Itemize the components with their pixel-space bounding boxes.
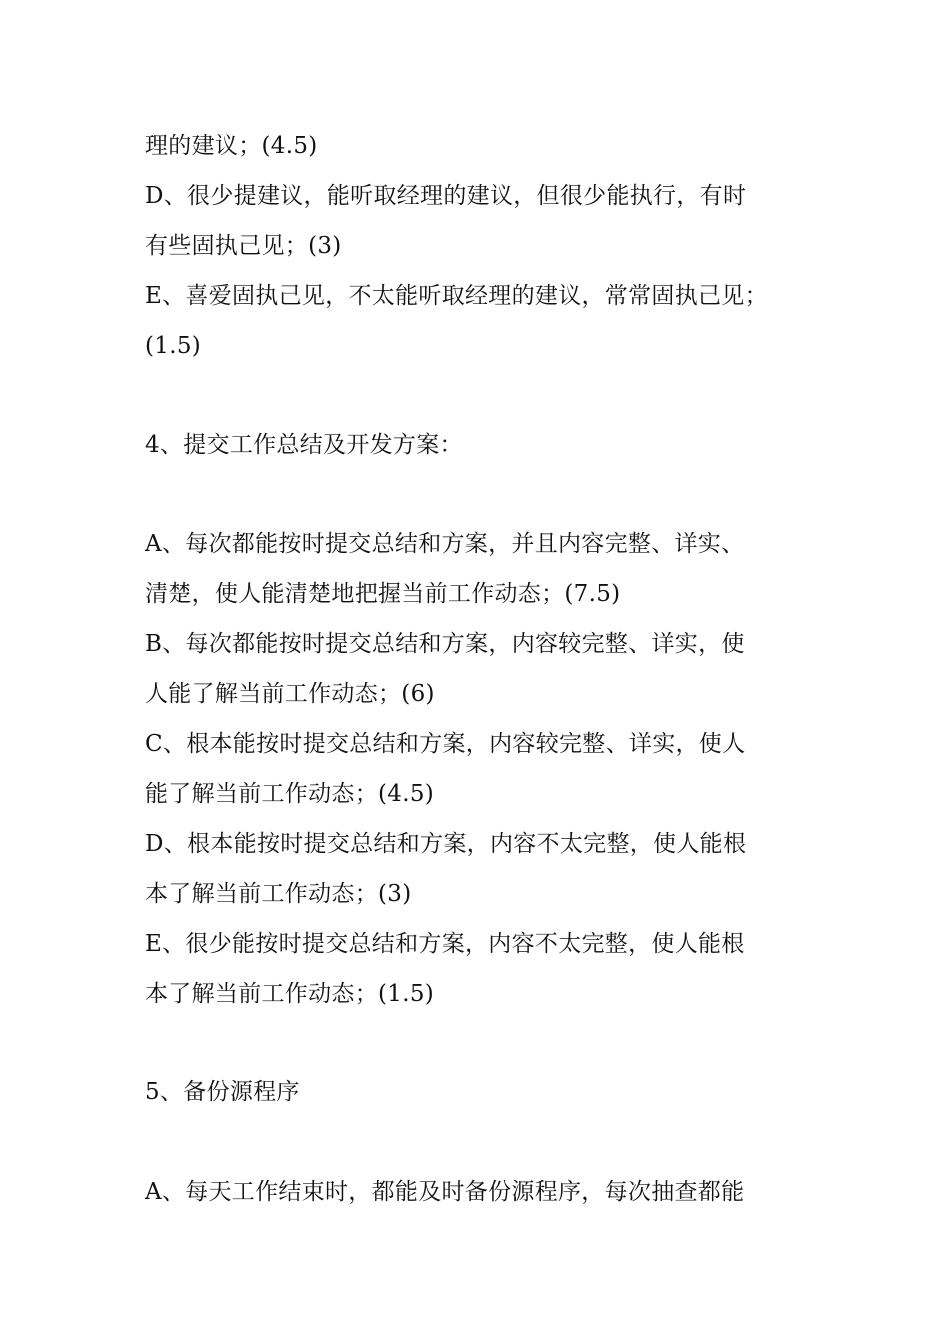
text-line: D、很少提建议，能听取经理的建议，但很少能执行，有时 bbox=[145, 183, 747, 209]
text-line: A、每次都能按时提交总结和方案，并且内容完整、详实、 bbox=[145, 531, 745, 557]
text-line: 人能了解当前工作动态；(6) bbox=[145, 681, 435, 707]
text-line: D、根本能按时提交总结和方案，内容不太完整，使人能根 bbox=[145, 831, 747, 857]
text-line: 理的建议；(4.5) bbox=[145, 133, 318, 159]
section-heading: 4、提交工作总结及开发方案： bbox=[145, 432, 463, 458]
text-line: 能了解当前工作动态；(4.5) bbox=[145, 781, 435, 807]
text-line: 有些固执己见；(3) bbox=[145, 233, 342, 259]
text-line: E、喜爱固执己见，不太能听取经理的建议，常常固执己见； bbox=[145, 283, 768, 309]
text-line: 本了解当前工作动态；(1.5) bbox=[145, 981, 435, 1007]
text-line: 本了解当前工作动态；(3) bbox=[145, 881, 412, 907]
text-line: A、每天工作结束时，都能及时备份源程序，每次抽查都能 bbox=[145, 1179, 745, 1205]
text-line: E、很少能按时提交总结和方案，内容不太完整，使人能根 bbox=[145, 931, 745, 957]
text-line: (1.5) bbox=[145, 333, 202, 359]
text-line: C、根本能按时提交总结和方案，内容较完整、详实，使人 bbox=[145, 731, 746, 757]
text-line: B、每次都能按时提交总结和方案，内容较完整、详实，使 bbox=[145, 631, 745, 657]
section-heading: 5、备份源程序 bbox=[145, 1079, 300, 1105]
text-line: 清楚，使人能清楚地把握当前工作动态；(7.5) bbox=[145, 581, 621, 607]
